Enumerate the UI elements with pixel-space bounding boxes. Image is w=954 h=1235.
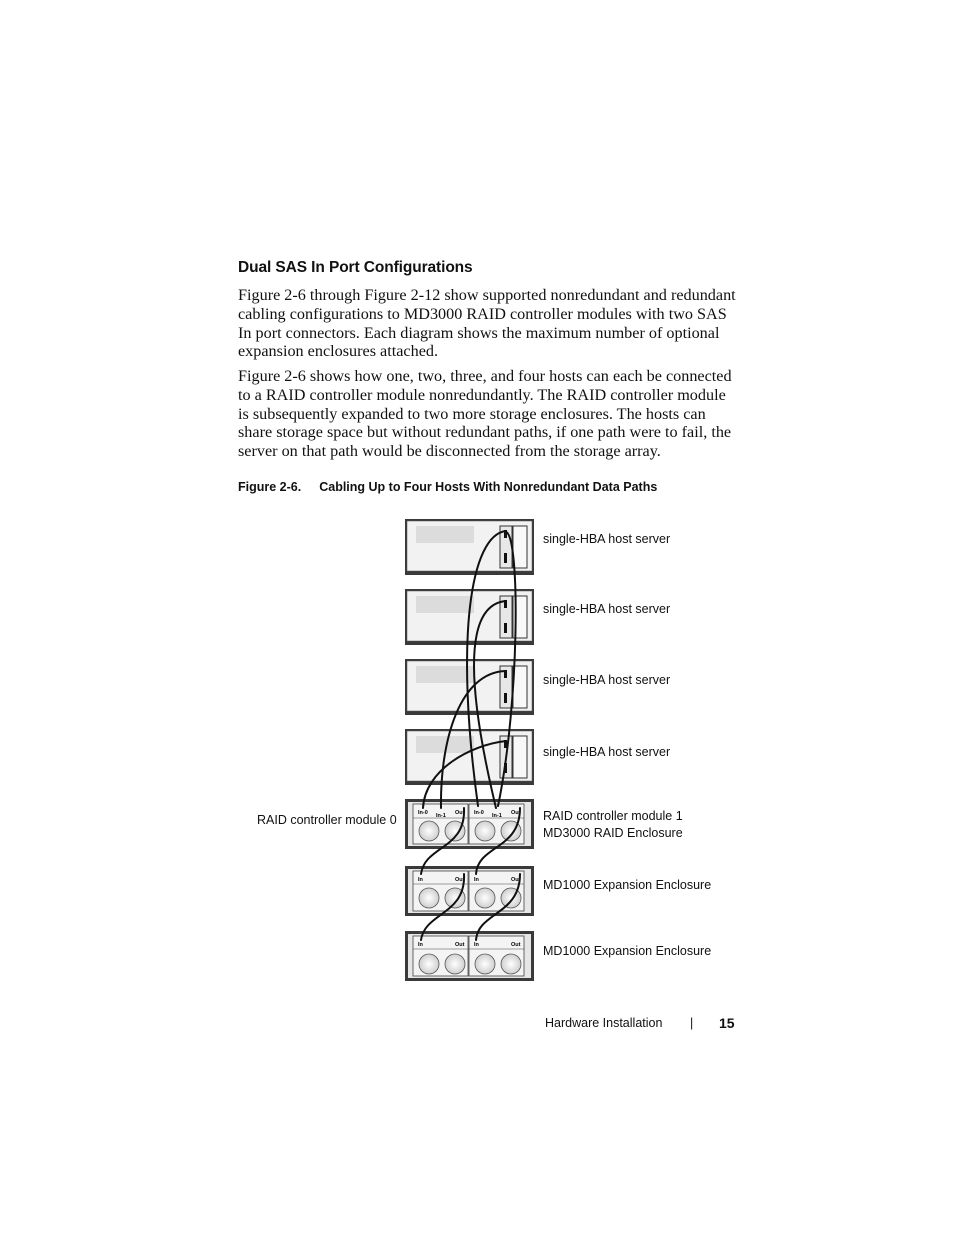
port-label-in-a: In — [418, 877, 423, 883]
label-host-server-2: single-HBA host server — [543, 602, 671, 616]
port-label-in-a: In — [418, 942, 423, 948]
md3000-enclosure — [405, 799, 534, 849]
port-label-in1-a: In-1 — [436, 813, 446, 819]
page-number: 15 — [719, 1015, 735, 1031]
port-label-out-a: Out — [455, 942, 465, 948]
port-label-out-b: Out — [511, 810, 521, 816]
port-label-in0-b: In-0 — [474, 810, 484, 816]
label-host-server-3: single-HBA host server — [543, 673, 671, 687]
port-label-out-b: Out — [511, 942, 521, 948]
label-md1000-2: MD1000 Expansion Enclosure — [543, 944, 712, 958]
md1000-enclosure-1 — [405, 866, 534, 916]
md1000-enclosure-2 — [405, 931, 534, 981]
label-raid-controller-0: RAID controller module 0 — [257, 813, 397, 827]
intro-paragraph: Figure 2-6 through Figure 2-12 show supported nonredundant and redundant cabling configurations to MD3000 RAID controller modules with two SAS In port connectors. Each diagram shows the maximum number of optional expansion enclosures attached. — [238, 286, 736, 361]
label-host-server-4: single-HBA host server — [543, 745, 671, 759]
port-label-out-a: Out — [455, 877, 465, 883]
footer-separator: | — [690, 1016, 694, 1030]
detail-paragraph: Figure 2-6 shows how one, two, three, and four hosts can each be connected to a RAID controller module nonredundantly. The RAID controller module is subsequently expanded to two more storage enclosures. The hosts can share storage space but without redundant paths, if one path were to fail, the server on that path would be disconnected from the storage array. — [238, 367, 732, 461]
port-label-out-b: Out — [511, 877, 521, 883]
port-label-in-b: In — [474, 942, 479, 948]
label-host-server-1: single-HBA host server — [543, 532, 671, 546]
section-heading: Dual SAS In Port Configurations — [238, 259, 473, 276]
footer-section: Hardware Installation — [545, 1016, 663, 1030]
figure-number: Figure 2-6. — [238, 480, 302, 494]
label-md3000: MD3000 RAID Enclosure — [543, 826, 683, 840]
label-md1000-1: MD1000 Expansion Enclosure — [543, 878, 712, 892]
label-raid-controller-1: RAID controller module 1 — [543, 809, 683, 823]
port-label-in-b: In — [474, 877, 479, 883]
port-label-in1-b: In-1 — [492, 813, 502, 819]
port-label-in0-a: In-0 — [418, 810, 428, 816]
figure-title: Cabling Up to Four Hosts With Nonredundant Data Paths — [319, 480, 658, 494]
port-label-out-a: Out — [455, 810, 465, 816]
